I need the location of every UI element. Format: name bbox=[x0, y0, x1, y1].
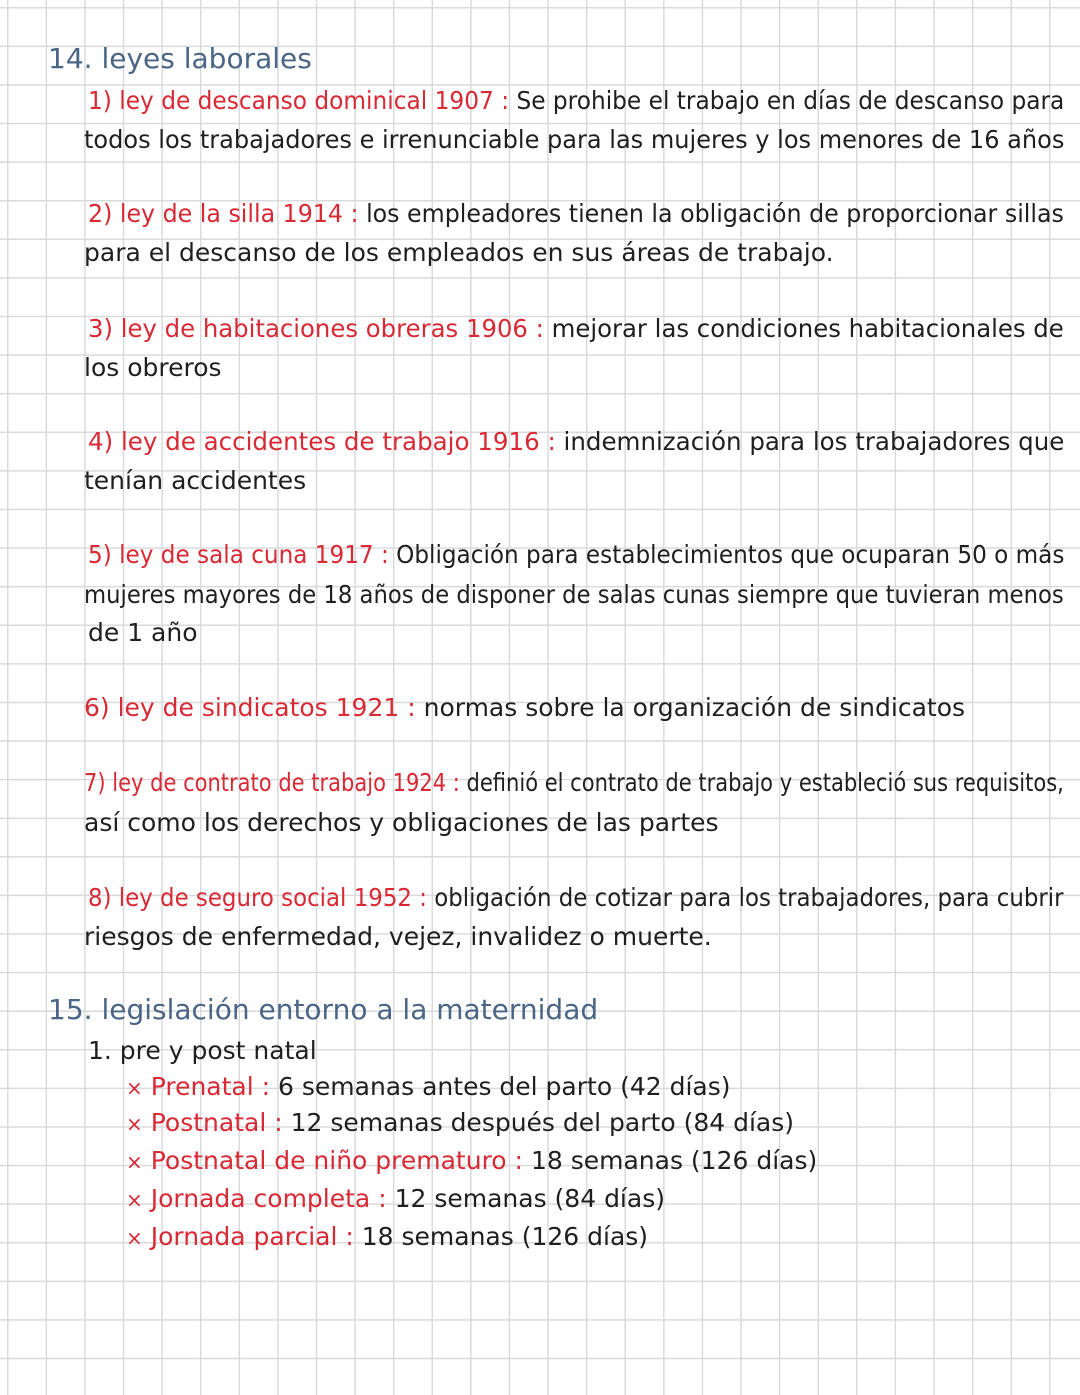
law-description: Se prohibe el trabajo en días de descanso para bbox=[516, 86, 1065, 115]
maternity-bullet: × Postnatal : 12 semanas después del parto (84 días) bbox=[126, 1108, 794, 1137]
law-description-continued: mujeres mayores de 18 años de disponer de salas cunas siempre que tuvieran menos bbox=[84, 580, 1064, 609]
law-label: 4) ley de accidentes de trabajo 1916 bbox=[88, 427, 540, 456]
law-item: 5) ley de sala cuna 1917 : Obligación para establecimientos que ocuparan 50 o más bbox=[88, 540, 1065, 569]
law-label: 7) ley de contrato de trabajo 1924 bbox=[84, 768, 447, 797]
law-description-continued: tenían accidentes bbox=[84, 466, 307, 495]
subsection-title: 1. pre y post natal bbox=[88, 1036, 317, 1065]
law-label: 8) ley de seguro social 1952 bbox=[88, 883, 412, 912]
maternity-bullet: × Prenatal : 6 semanas antes del parto (42 días) bbox=[126, 1072, 731, 1101]
law-item: 2) ley de la silla 1914 : los empleadores tienen la obligación de proporcionar sillas bbox=[88, 199, 1064, 228]
law-description-continued: de 1 año bbox=[88, 618, 198, 647]
law-description: definió el contrato de trabajo y estableció sus requisitos, bbox=[466, 768, 1064, 797]
law-description: normas sobre la organización de sindicatos bbox=[423, 693, 966, 722]
law-label: 2) ley de la silla 1914 bbox=[88, 199, 343, 228]
law-description: obligación de cotizar para los trabajadores, para cubrir bbox=[434, 883, 1064, 912]
cross-bullet-icon: × bbox=[126, 1112, 143, 1136]
section-number: 14. bbox=[48, 42, 93, 75]
section-title: leyes laborales bbox=[101, 42, 312, 75]
law-item: 4) ley de accidentes de trabajo 1916 : indemnización para los trabajadores que bbox=[88, 427, 1065, 456]
section-14-heading bbox=[48, 44, 312, 74]
bullet-text: 12 semanas (84 días) bbox=[394, 1184, 665, 1213]
cross-bullet-icon: × bbox=[126, 1188, 143, 1212]
law-description-continued: para el descanso de los empleados en sus áreas de trabajo. bbox=[84, 238, 834, 267]
law-description: Obligación para establecimientos que ocuparan 50 o más bbox=[396, 540, 1065, 569]
law-description-continued: riesgos de enfermedad, vejez, invalidez o muerte. bbox=[84, 922, 712, 951]
law-label: 3) ley de habitaciones obreras 1906 bbox=[88, 314, 528, 343]
bullet-text: 18 semanas (126 días) bbox=[530, 1146, 818, 1175]
maternity-bullet: × Jornada completa : 12 semanas (84 días) bbox=[126, 1184, 665, 1213]
law-description-continued: los obreros bbox=[84, 353, 222, 382]
law-item: 8) ley de seguro social 1952 : obligación de cotizar para los trabajadores, para cubrir bbox=[88, 883, 1064, 912]
law-label: 6) ley de sindicatos 1921 bbox=[84, 693, 400, 722]
law-description: mejorar las condiciones habitacionales de bbox=[551, 314, 1064, 343]
bullet-text: 6 semanas antes del parto (42 días) bbox=[278, 1072, 731, 1101]
law-description: indemnización para los trabajadores que bbox=[563, 427, 1065, 456]
section-number: 15. bbox=[48, 993, 93, 1026]
cross-bullet-icon: × bbox=[126, 1150, 143, 1174]
law-item: 1) ley de descanso dominical 1907 : Se prohibe el trabajo en días de descanso para bbox=[88, 86, 1065, 115]
law-item: 6) ley de sindicatos 1921 : normas sobre la organización de sindicatos bbox=[84, 693, 966, 722]
cross-bullet-icon: × bbox=[126, 1076, 143, 1100]
section-15-heading bbox=[48, 995, 598, 1025]
law-item: 3) ley de habitaciones obreras 1906 : mejorar las condiciones habitacionales de bbox=[88, 314, 1064, 343]
cross-bullet-icon: × bbox=[126, 1226, 143, 1250]
bullet-label: Prenatal bbox=[150, 1072, 254, 1101]
bullet-text: 12 semanas después del parto (84 días) bbox=[290, 1108, 794, 1137]
law-label: 5) ley de sala cuna 1917 bbox=[88, 540, 374, 569]
bullet-label: Jornada parcial bbox=[150, 1222, 338, 1251]
section-title: legislación entorno a la maternidad bbox=[101, 993, 599, 1026]
law-label: 1) ley de descanso dominical 1907 bbox=[88, 86, 494, 115]
maternity-bullet: × Postnatal de niño prematuro : 18 semanas (126 días) bbox=[126, 1146, 818, 1175]
bullet-text: 18 semanas (126 días) bbox=[361, 1222, 649, 1251]
law-item: 7) ley de contrato de trabajo 1924 : definió el contrato de trabajo y estableció sus requisitos, bbox=[84, 768, 1064, 797]
bullet-label: Jornada completa bbox=[150, 1184, 371, 1213]
bullet-label: Postnatal bbox=[150, 1108, 267, 1137]
law-description-continued: así como los derechos y obligaciones de las partes bbox=[84, 808, 719, 837]
bullet-label: Postnatal de niño prematuro bbox=[150, 1146, 507, 1175]
law-description: los empleadores tienen la obligación de proporcionar sillas bbox=[366, 199, 1064, 228]
law-description-continued: todos los trabajadores e irrenunciable para las mujeres y los menores de 16 años bbox=[84, 125, 1065, 154]
maternity-bullet: × Jornada parcial : 18 semanas (126 días) bbox=[126, 1222, 649, 1251]
